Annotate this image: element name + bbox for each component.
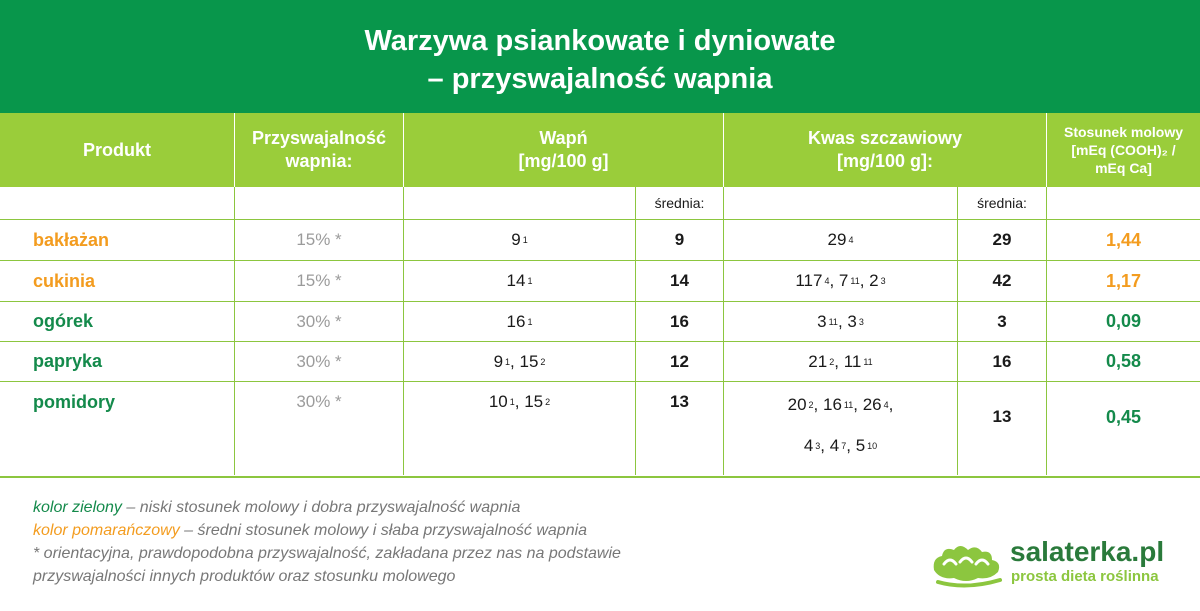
calcium-avg-label: średnia: — [654, 195, 705, 211]
calcium-avg: 14 — [670, 271, 689, 290]
product-name: bakłażan — [33, 229, 110, 250]
salad-bowl-logo-icon — [930, 540, 1010, 590]
calcium-avg: 12 — [670, 351, 689, 371]
absorption-value: 30% * — [296, 392, 342, 411]
molar-ratio: 0,09 — [1105, 311, 1142, 331]
molar-ratio: 1,44 — [1105, 229, 1142, 250]
page-title-line2: – przyswajalność wapnia — [427, 63, 773, 95]
product-name: cukinia — [33, 270, 96, 291]
table-header — [0, 113, 1200, 187]
oxalic-avg: 13 — [992, 407, 1012, 426]
molar-ratio: 1,17 — [1105, 270, 1142, 291]
calcium-avg: 9 — [674, 230, 685, 249]
absorption-value: 15% * — [296, 271, 342, 290]
oxalic-values: 3 11 , 3 3 — [817, 311, 864, 331]
page-header — [0, 0, 1200, 113]
legend-green: kolor zielony – niski stosunek molowy i dobra przyswajalność wapnia — [33, 499, 521, 516]
absorption-value: 30% * — [296, 311, 342, 331]
legend — [33, 496, 621, 588]
absorption-value: 30% * — [296, 351, 342, 371]
page-title-line1: Warzywa psiankowate i dyniowate — [364, 25, 836, 57]
col-header-produkt: Produkt — [82, 139, 151, 160]
product-name: ogórek — [33, 311, 94, 331]
absorption-value: 15% * — [296, 230, 342, 249]
logo-tagline: prosta dieta roślinna — [1011, 568, 1159, 585]
calcium-values: 16 1 — [506, 311, 533, 331]
oxalic-values-line1: 20 2 , 16 11 , 26 4 , — [787, 394, 894, 414]
legend-note-1: * orientacyjna, prawdopodobna przyswajalność, zakładana przez nas na podstawie — [33, 545, 621, 562]
table-body — [0, 187, 1200, 475]
molar-ratio: 0,58 — [1105, 351, 1142, 371]
calcium-values: 10 1 , 15 2 — [488, 392, 551, 411]
oxalic-avg: 16 — [992, 351, 1012, 371]
calcium-avg: 16 — [670, 311, 689, 331]
col-header-kwas: Kwas szczawiowy [mg/100 g]: — [807, 128, 963, 171]
col-header-stosunek: Stosunek molowy [mEq (COOH)₂ / mEq Ca] — [1063, 124, 1184, 176]
oxalic-avg: 42 — [992, 271, 1012, 290]
calcium-values: 14 1 — [506, 271, 533, 290]
oxalic-values: 29 4 — [827, 230, 854, 249]
logo-name: salaterka.pl — [1010, 536, 1165, 567]
calcium-values: 9 1 — [511, 230, 528, 249]
product-name: pomidory — [33, 391, 116, 412]
oxalic-avg-label: średnia: — [977, 195, 1027, 211]
calcium-avg: 13 — [670, 392, 689, 411]
oxalic-values: 117 4 , 7 11 , 2 3 — [795, 271, 886, 290]
oxalic-avg: 3 — [997, 311, 1007, 331]
legend-note-2: przyswajalności innych produktów oraz stosunku molowego — [33, 568, 456, 585]
molar-ratio: 0,45 — [1105, 406, 1142, 427]
oxalic-values-line2: 4 3 , 4 7 , 5 10 — [803, 436, 878, 455]
col-header-wapn: Wapń [mg/100 g] — [518, 128, 609, 171]
col-header-przyswajalnosc: Przyswajalność wapnia: — [251, 128, 387, 171]
product-name: papryka — [33, 351, 103, 371]
legend-orange: kolor pomarańczowy – średni stosunek molowy i słaba przyswajalność wapnia — [33, 522, 588, 539]
oxalic-values: 21 2 , 11 11 — [808, 351, 873, 371]
oxalic-avg: 29 — [992, 230, 1012, 249]
calcium-values: 9 1 , 15 2 — [493, 351, 546, 371]
